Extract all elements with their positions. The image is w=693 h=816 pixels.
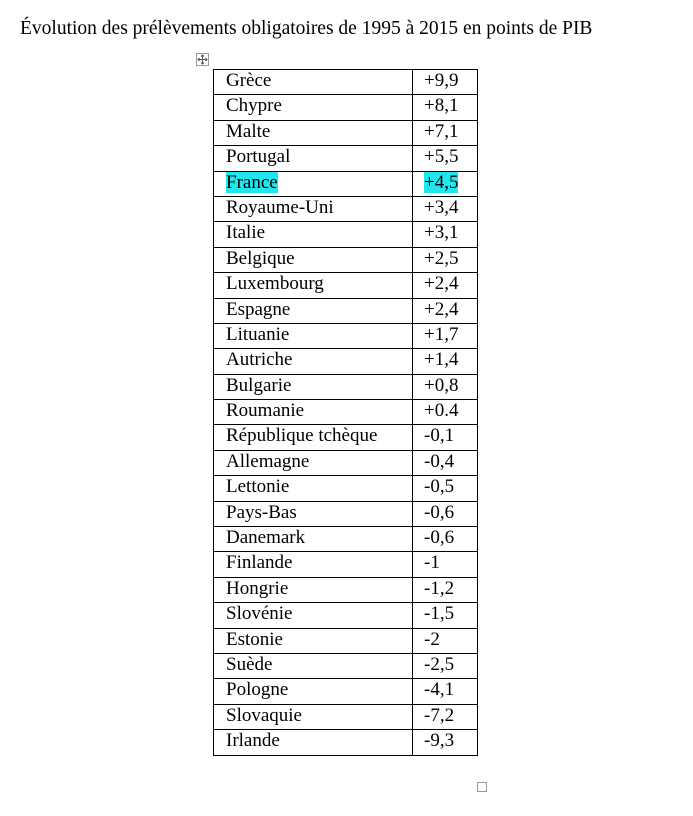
value-text: -9,3 bbox=[424, 730, 455, 752]
value-cell[interactable] bbox=[413, 552, 478, 577]
value-cell[interactable] bbox=[413, 374, 478, 399]
value-cell[interactable] bbox=[413, 603, 478, 628]
country-cell[interactable] bbox=[214, 146, 413, 171]
country-cell[interactable] bbox=[214, 679, 413, 704]
value-cell[interactable] bbox=[413, 196, 478, 221]
country-cell[interactable] bbox=[214, 273, 413, 298]
value-text: -1 bbox=[424, 552, 440, 574]
table-row bbox=[214, 273, 478, 298]
value-cell[interactable] bbox=[413, 476, 478, 501]
country-cell[interactable] bbox=[214, 400, 413, 425]
country-name: Pays-Bas bbox=[226, 501, 297, 523]
table-row bbox=[214, 400, 478, 425]
value-cell[interactable] bbox=[413, 171, 478, 196]
country-cell[interactable] bbox=[214, 222, 413, 247]
value-cell[interactable] bbox=[413, 298, 478, 323]
value-cell[interactable] bbox=[413, 501, 478, 526]
value-text: -0,6 bbox=[424, 501, 455, 523]
value-cell[interactable] bbox=[413, 247, 478, 272]
table-row bbox=[214, 222, 478, 247]
value-cell[interactable] bbox=[413, 730, 478, 755]
value-cell[interactable] bbox=[413, 527, 478, 552]
table-row bbox=[214, 247, 478, 272]
document-title: Évolution des prélèvements obligatoires de 1995 à 2015 en points de PIB bbox=[20, 18, 593, 39]
value-text: +9,9 bbox=[424, 70, 459, 91]
country-name: Finlande bbox=[226, 552, 293, 574]
move-arrows-icon bbox=[197, 54, 208, 65]
value-text: -0,4 bbox=[424, 450, 455, 472]
table-row bbox=[214, 70, 478, 95]
country-name: Irlande bbox=[226, 730, 280, 752]
value-cell[interactable] bbox=[413, 323, 478, 348]
table-row bbox=[214, 552, 478, 577]
table-row bbox=[214, 501, 478, 526]
value-text: +2,5 bbox=[424, 247, 459, 269]
table-row bbox=[214, 196, 478, 221]
value-text: +4,5 bbox=[424, 171, 459, 193]
country-name: Pologne bbox=[226, 679, 289, 701]
country-cell[interactable] bbox=[214, 552, 413, 577]
country-cell[interactable] bbox=[214, 196, 413, 221]
country-cell[interactable] bbox=[214, 730, 413, 755]
value-cell[interactable] bbox=[413, 425, 478, 450]
value-text: +0.4 bbox=[424, 400, 459, 422]
table-row bbox=[214, 628, 478, 653]
country-cell[interactable] bbox=[214, 603, 413, 628]
value-cell[interactable] bbox=[413, 704, 478, 729]
table-row bbox=[214, 476, 478, 501]
value-text: -0,1 bbox=[424, 425, 455, 447]
table-row bbox=[214, 653, 478, 678]
value-text: +3,4 bbox=[424, 196, 459, 218]
data-table[interactable] bbox=[213, 69, 478, 756]
value-text: +7,1 bbox=[424, 120, 459, 142]
country-cell[interactable] bbox=[214, 501, 413, 526]
country-name: Estonie bbox=[226, 628, 283, 650]
country-cell[interactable] bbox=[214, 577, 413, 602]
table-move-handle[interactable] bbox=[196, 53, 209, 66]
table-row bbox=[214, 374, 478, 399]
country-cell[interactable] bbox=[214, 374, 413, 399]
country-cell[interactable] bbox=[214, 247, 413, 272]
country-cell[interactable] bbox=[214, 628, 413, 653]
country-name: Lettonie bbox=[226, 476, 290, 498]
value-text: +5,5 bbox=[424, 146, 459, 168]
table-row bbox=[214, 704, 478, 729]
value-cell[interactable] bbox=[413, 349, 478, 374]
table-row bbox=[214, 527, 478, 552]
country-name: Bulgarie bbox=[226, 374, 292, 396]
country-name: Slovaquie bbox=[226, 704, 302, 726]
country-name: Royaume-Uni bbox=[226, 196, 334, 218]
column-resize-marker[interactable] bbox=[477, 309, 478, 332]
country-cell[interactable] bbox=[214, 349, 413, 374]
value-text: -1,2 bbox=[424, 577, 455, 599]
country-name: Espagne bbox=[226, 298, 291, 320]
country-name: Chypre bbox=[226, 95, 282, 117]
value-cell[interactable] bbox=[413, 222, 478, 247]
value-text: +0,8 bbox=[424, 374, 459, 396]
country-name: Roumanie bbox=[226, 400, 305, 422]
table-row bbox=[214, 120, 478, 145]
country-cell[interactable] bbox=[214, 120, 413, 145]
country-cell[interactable] bbox=[214, 704, 413, 729]
value-text: -0,6 bbox=[424, 527, 455, 549]
country-cell[interactable] bbox=[214, 70, 413, 95]
value-text: -0,5 bbox=[424, 476, 455, 498]
value-cell[interactable] bbox=[413, 95, 478, 120]
table-body bbox=[214, 70, 478, 756]
value-text: +3,1 bbox=[424, 222, 459, 244]
value-text: +1,7 bbox=[424, 323, 459, 345]
country-name: Suède bbox=[226, 653, 273, 675]
country-cell[interactable] bbox=[214, 425, 413, 450]
table-row bbox=[214, 298, 478, 323]
table-row bbox=[214, 171, 478, 196]
country-name: Malte bbox=[226, 120, 271, 142]
country-name: Luxembourg bbox=[226, 273, 324, 295]
value-text: -2,5 bbox=[424, 653, 455, 675]
value-text: +2,4 bbox=[424, 298, 459, 320]
value-cell[interactable] bbox=[413, 70, 478, 95]
country-name: Belgique bbox=[226, 247, 295, 269]
value-cell[interactable] bbox=[413, 653, 478, 678]
value-text: +2,4 bbox=[424, 273, 459, 295]
value-cell[interactable] bbox=[413, 146, 478, 171]
country-name: Lituanie bbox=[226, 323, 290, 345]
value-cell[interactable] bbox=[413, 577, 478, 602]
country-cell[interactable] bbox=[214, 450, 413, 475]
table-row bbox=[214, 95, 478, 120]
country-cell[interactable] bbox=[214, 298, 413, 323]
country-name: Grèce bbox=[226, 70, 272, 91]
table-row bbox=[214, 349, 478, 374]
value-text: +8,1 bbox=[424, 95, 459, 117]
table-row bbox=[214, 577, 478, 602]
country-cell[interactable] bbox=[214, 323, 413, 348]
country-cell[interactable] bbox=[214, 171, 413, 196]
country-name: France bbox=[226, 171, 278, 193]
table-row bbox=[214, 425, 478, 450]
value-cell[interactable] bbox=[413, 120, 478, 145]
country-name: République tchèque bbox=[226, 425, 378, 447]
table-row bbox=[214, 679, 478, 704]
country-cell[interactable] bbox=[214, 476, 413, 501]
country-name: Allemagne bbox=[226, 450, 310, 472]
value-cell[interactable] bbox=[413, 628, 478, 653]
value-text: -4,1 bbox=[424, 679, 455, 701]
value-text: +1,4 bbox=[424, 349, 459, 371]
country-name: Italie bbox=[226, 222, 266, 244]
table-row bbox=[214, 146, 478, 171]
value-cell[interactable] bbox=[413, 679, 478, 704]
country-name: Portugal bbox=[226, 146, 291, 168]
country-name: Autriche bbox=[226, 349, 293, 371]
table-row bbox=[214, 603, 478, 628]
country-cell[interactable] bbox=[214, 527, 413, 552]
value-cell[interactable] bbox=[413, 273, 478, 298]
country-name: Hongrie bbox=[226, 577, 289, 599]
country-cell[interactable] bbox=[214, 653, 413, 678]
table-row bbox=[214, 323, 478, 348]
table-row bbox=[214, 450, 478, 475]
country-name: Slovénie bbox=[226, 603, 293, 625]
table-resize-handle[interactable] bbox=[477, 782, 487, 792]
value-text: -2 bbox=[424, 628, 440, 650]
value-cell[interactable] bbox=[413, 400, 478, 425]
value-text: -7,2 bbox=[424, 704, 455, 726]
country-cell[interactable] bbox=[214, 95, 413, 120]
value-cell[interactable] bbox=[413, 450, 478, 475]
country-name: Danemark bbox=[226, 527, 306, 549]
value-text: -1,5 bbox=[424, 603, 455, 625]
table-row bbox=[214, 730, 478, 755]
